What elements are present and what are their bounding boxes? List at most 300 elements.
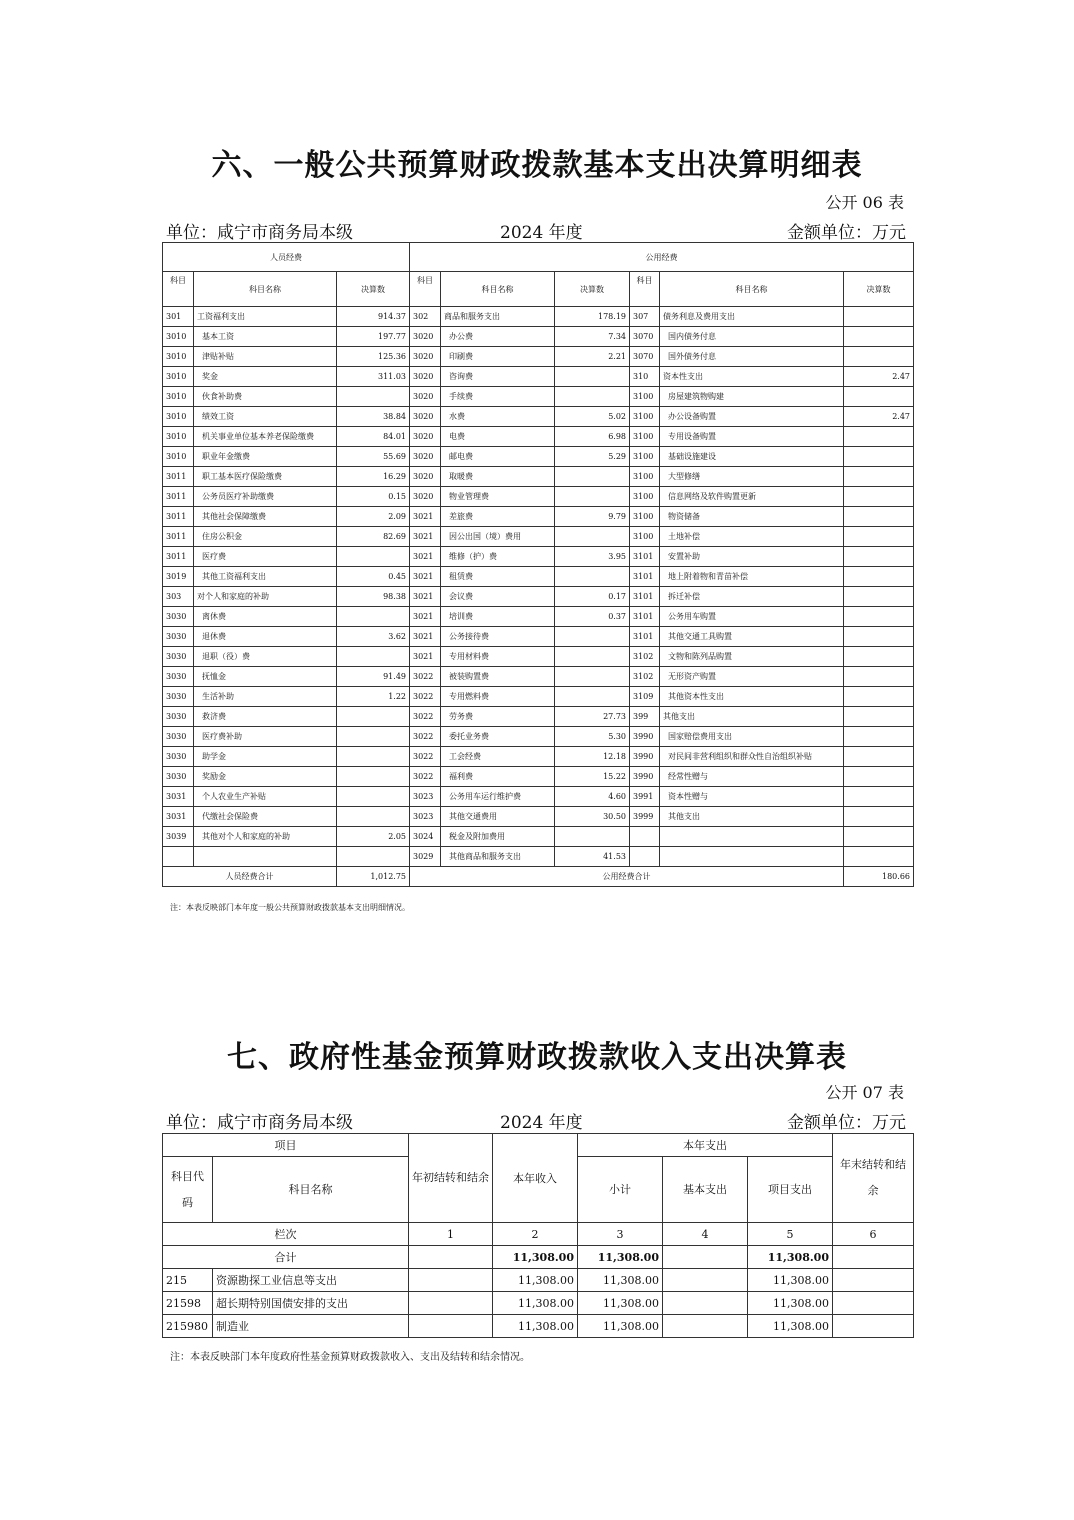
cell-amount bbox=[555, 687, 630, 707]
col-code-header: 科目 bbox=[163, 272, 194, 307]
cell-amount bbox=[844, 507, 914, 527]
cell-code: 3010 bbox=[163, 427, 194, 447]
cell-amount bbox=[844, 827, 914, 847]
cell-code: 3100 bbox=[630, 427, 660, 447]
cell-amount: 82.69 bbox=[337, 527, 410, 547]
cell-amount: 15.22 bbox=[555, 767, 630, 787]
cell-code: 3020 bbox=[410, 407, 441, 427]
cell-code: 3100 bbox=[630, 407, 660, 427]
table-row bbox=[163, 847, 914, 867]
cell-code: 3011 bbox=[163, 487, 194, 507]
cell-name: 取暖费 bbox=[441, 467, 555, 487]
cell-name: 办公设备购置 bbox=[660, 407, 844, 427]
cell-code: 3030 bbox=[163, 667, 194, 687]
cell-name: 劳务费 bbox=[441, 707, 555, 727]
cell-amount: 0.37 bbox=[555, 607, 630, 627]
cell-amount bbox=[555, 527, 630, 547]
cell-name bbox=[660, 847, 844, 867]
cell-code: 3030 bbox=[163, 627, 194, 647]
cell-name: 职工基本医疗保险缴费 bbox=[194, 467, 337, 487]
cell-amount bbox=[555, 667, 630, 687]
cell-amount: 38.84 bbox=[337, 407, 410, 427]
cell-code: 3019 bbox=[163, 567, 194, 587]
table-row bbox=[163, 527, 914, 547]
cell-amount bbox=[555, 627, 630, 647]
cell-code: 3102 bbox=[630, 667, 660, 687]
table-row bbox=[163, 687, 914, 707]
cell-name: 被装购置费 bbox=[441, 667, 555, 687]
cell-code: 3031 bbox=[163, 787, 194, 807]
cell-name: 助学金 bbox=[194, 747, 337, 767]
cell-name: 文物和陈列品购置 bbox=[660, 647, 844, 667]
table-row bbox=[163, 727, 914, 747]
cell-code: 3101 bbox=[630, 627, 660, 647]
cell-name: 其他交通费用 bbox=[441, 807, 555, 827]
cell-name: 资源勘探工业信息等支出 bbox=[213, 1269, 409, 1292]
cell-name: 拆迁补偿 bbox=[660, 587, 844, 607]
cell-code: 3022 bbox=[410, 667, 441, 687]
fund-table-body bbox=[163, 1269, 914, 1338]
cell-code: 3022 bbox=[410, 687, 441, 707]
cell-code: 3990 bbox=[630, 747, 660, 767]
cell-name: 公务用车运行维护费 bbox=[441, 787, 555, 807]
cell-amount: 2.05 bbox=[337, 827, 410, 847]
table-row bbox=[163, 827, 914, 847]
col-name-header: 科目名称 bbox=[194, 272, 337, 307]
table-row bbox=[163, 347, 914, 367]
cell-name: 制造业 bbox=[213, 1315, 409, 1338]
cell-code: 3011 bbox=[163, 507, 194, 527]
cell-code: 3021 bbox=[410, 627, 441, 647]
cell-code: 3030 bbox=[163, 727, 194, 747]
cell-code: 307 bbox=[630, 307, 660, 327]
cell-code: 3030 bbox=[163, 747, 194, 767]
cell-code: 3020 bbox=[410, 387, 441, 407]
cell-name: 伙食补助费 bbox=[194, 387, 337, 407]
cell-name: 地上附着物和青苗补偿 bbox=[660, 567, 844, 587]
section7-money-unit: 金额单位：万元 bbox=[787, 1113, 906, 1133]
cell-name: 无形资产购置 bbox=[660, 667, 844, 687]
cell-project: 11,308.00 bbox=[748, 1315, 833, 1338]
cell-code: 21598 bbox=[163, 1292, 213, 1315]
cell-name: 抚恤金 bbox=[194, 667, 337, 687]
cell-code: 3010 bbox=[163, 367, 194, 387]
cell-name bbox=[194, 847, 337, 867]
cell-amount bbox=[844, 787, 914, 807]
cell-code: 3030 bbox=[163, 647, 194, 667]
basic-expenditure-table bbox=[162, 242, 914, 887]
cell-income: 11,308.00 bbox=[493, 1315, 578, 1338]
cell-amount: 5.30 bbox=[555, 727, 630, 747]
cell-name: 经常性赠与 bbox=[660, 767, 844, 787]
cell-name: 工资福利支出 bbox=[194, 307, 337, 327]
section6-unit: 单位：咸宁市商务局本级 bbox=[166, 223, 353, 243]
cell-code: 3011 bbox=[163, 527, 194, 547]
cell-amount: 178.19 bbox=[555, 307, 630, 327]
cell-code: 303 bbox=[163, 587, 194, 607]
cell-amount bbox=[844, 307, 914, 327]
cell-code: 3101 bbox=[630, 607, 660, 627]
cell-name: 租赁费 bbox=[441, 567, 555, 587]
cell-amount bbox=[844, 667, 914, 687]
col-code-header: 科目 bbox=[630, 272, 660, 307]
section7-note: 注：本表反映部门本年度政府性基金预算财政拨款收入、支出及结转和结余情况。 bbox=[170, 1352, 530, 1363]
cell-name: 职业年金缴费 bbox=[194, 447, 337, 467]
col-amount-header: 决算数 bbox=[555, 272, 630, 307]
table-row bbox=[163, 1292, 914, 1315]
cell-code bbox=[163, 847, 194, 867]
cell-name: 专用材料费 bbox=[441, 647, 555, 667]
table-row bbox=[163, 707, 914, 727]
cell-amount bbox=[844, 727, 914, 747]
cell-code: 3010 bbox=[163, 407, 194, 427]
cell-amount bbox=[337, 747, 410, 767]
cell-name: 福利费 bbox=[441, 767, 555, 787]
cell-name: 奖金 bbox=[194, 367, 337, 387]
cell-name: 其他商品和服务支出 bbox=[441, 847, 555, 867]
cell-amount bbox=[555, 387, 630, 407]
cell-name: 电费 bbox=[441, 427, 555, 447]
cell-code: 3021 bbox=[410, 607, 441, 627]
section6-note: 注：本表反映部门本年度一般公共预算财政拨款基本支出明细情况。 bbox=[170, 903, 410, 912]
table-row bbox=[163, 367, 914, 387]
cell-code: 3021 bbox=[410, 547, 441, 567]
cell-code: 3010 bbox=[163, 447, 194, 467]
cell-amount: 12.18 bbox=[555, 747, 630, 767]
cell-code: 3021 bbox=[410, 647, 441, 667]
cell-code: 3023 bbox=[410, 807, 441, 827]
cell-amount: 5.02 bbox=[555, 407, 630, 427]
cell-code: 3022 bbox=[410, 747, 441, 767]
cell-name: 安置补助 bbox=[660, 547, 844, 567]
cell-name: 资本性赠与 bbox=[660, 787, 844, 807]
total-end bbox=[833, 1246, 914, 1269]
cell-code: 3100 bbox=[630, 487, 660, 507]
cell-code: 3031 bbox=[163, 807, 194, 827]
cell-amount bbox=[844, 567, 914, 587]
cell-end bbox=[833, 1315, 914, 1338]
cell-amount: 2.47 bbox=[844, 407, 914, 427]
cell-amount bbox=[844, 587, 914, 607]
cell-name: 债务利息及费用支出 bbox=[660, 307, 844, 327]
cell-amount bbox=[337, 727, 410, 747]
cell-name: 对个人和家庭的补助 bbox=[194, 587, 337, 607]
cell-amount bbox=[844, 607, 914, 627]
col-code-header: 科目 bbox=[410, 272, 441, 307]
cell-amount bbox=[555, 827, 630, 847]
cell-code: 3024 bbox=[410, 827, 441, 847]
cell-code: 3100 bbox=[630, 467, 660, 487]
cell-amount bbox=[337, 767, 410, 787]
cell-name: 差旅费 bbox=[441, 507, 555, 527]
personnel-total-label: 人员经费合计 bbox=[163, 867, 337, 887]
cell-amount bbox=[555, 467, 630, 487]
cell-name: 其他交通工具购置 bbox=[660, 627, 844, 647]
cell-code: 3030 bbox=[163, 687, 194, 707]
cell-amount: 16.29 bbox=[337, 467, 410, 487]
table-row bbox=[163, 647, 914, 667]
cell-name: 因公出国（境）费用 bbox=[441, 527, 555, 547]
cell-name: 基本工资 bbox=[194, 327, 337, 347]
cell-income: 11,308.00 bbox=[493, 1292, 578, 1315]
cell-code: 3101 bbox=[630, 547, 660, 567]
cell-amount bbox=[844, 687, 914, 707]
personnel-header: 人员经费 bbox=[163, 243, 410, 272]
cell-name: 房屋建筑物购建 bbox=[660, 387, 844, 407]
total-income: 11,308.00 bbox=[493, 1246, 578, 1269]
total-begin bbox=[409, 1246, 493, 1269]
table-row bbox=[163, 447, 914, 467]
section6-money-unit: 金额单位：万元 bbox=[787, 223, 906, 243]
cell-amount: 0.15 bbox=[337, 487, 410, 507]
cell-project: 11,308.00 bbox=[748, 1269, 833, 1292]
cell-amount: 311.03 bbox=[337, 367, 410, 387]
cell-amount: 5.29 bbox=[555, 447, 630, 467]
cell-code: 3021 bbox=[410, 527, 441, 547]
cell-code: 3030 bbox=[163, 607, 194, 627]
cell-income: 11,308.00 bbox=[493, 1269, 578, 1292]
cell-amount bbox=[844, 487, 914, 507]
cell-amount bbox=[844, 627, 914, 647]
cell-amount bbox=[337, 807, 410, 827]
table-row bbox=[163, 1269, 914, 1292]
cell-amount: 27.73 bbox=[555, 707, 630, 727]
cell-code: 3022 bbox=[410, 767, 441, 787]
cell-code: 3010 bbox=[163, 347, 194, 367]
cell-code bbox=[630, 827, 660, 847]
cell-name: 公务员医疗补助缴费 bbox=[194, 487, 337, 507]
cell-basic bbox=[663, 1292, 748, 1315]
cell-name: 其他支出 bbox=[660, 807, 844, 827]
header-row-group bbox=[163, 243, 914, 272]
cell-amount bbox=[337, 607, 410, 627]
section7-table-code: 公开 07 表 bbox=[825, 1083, 904, 1102]
cell-name: 机关事业单位基本养老保险缴费 bbox=[194, 427, 337, 447]
cell-name: 手续费 bbox=[441, 387, 555, 407]
cell-name: 其他工资福利支出 bbox=[194, 567, 337, 587]
public-header: 公用经费 bbox=[410, 243, 914, 272]
cell-code: 3011 bbox=[163, 547, 194, 567]
cell-amount: 91.49 bbox=[337, 667, 410, 687]
cell-amount bbox=[844, 327, 914, 347]
cell-amount: 2.47 bbox=[844, 367, 914, 387]
cell-name: 大型修缮 bbox=[660, 467, 844, 487]
code-header: 科目代码 bbox=[163, 1157, 213, 1223]
cell-project: 11,308.00 bbox=[748, 1292, 833, 1315]
cell-code: 3023 bbox=[410, 787, 441, 807]
cell-amount: 30.50 bbox=[555, 807, 630, 827]
income-header: 本年收入 bbox=[493, 1134, 578, 1223]
cell-amount bbox=[844, 347, 914, 367]
cell-name: 维修（护）费 bbox=[441, 547, 555, 567]
col-number: 5 bbox=[748, 1223, 833, 1246]
expense-header: 本年支出 bbox=[578, 1134, 833, 1157]
cell-code: 399 bbox=[630, 707, 660, 727]
cell-amount: 2.09 bbox=[337, 507, 410, 527]
public-total-value: 180.66 bbox=[844, 867, 914, 887]
cell-amount bbox=[844, 527, 914, 547]
cell-name: 土地补偿 bbox=[660, 527, 844, 547]
cell-code: 3021 bbox=[410, 507, 441, 527]
table-row bbox=[163, 507, 914, 527]
cell-code: 3021 bbox=[410, 587, 441, 607]
cell-subtotal: 11,308.00 bbox=[578, 1292, 663, 1315]
cell-end bbox=[833, 1269, 914, 1292]
table-row bbox=[163, 387, 914, 407]
cell-amount bbox=[844, 447, 914, 467]
cell-name: 委托业务费 bbox=[441, 727, 555, 747]
total-subtotal: 11,308.00 bbox=[578, 1246, 663, 1269]
cell-name: 公务用车购置 bbox=[660, 607, 844, 627]
cell-begin bbox=[409, 1315, 493, 1338]
table-row bbox=[163, 487, 914, 507]
cell-code: 3010 bbox=[163, 327, 194, 347]
cell-code: 310 bbox=[630, 367, 660, 387]
cell-code: 3100 bbox=[630, 447, 660, 467]
personnel-total-value: 1,012.75 bbox=[337, 867, 410, 887]
cell-name: 基础设施建设 bbox=[660, 447, 844, 467]
cell-code: 3102 bbox=[630, 647, 660, 667]
cell-code: 3020 bbox=[410, 367, 441, 387]
col-label: 栏次 bbox=[163, 1223, 409, 1246]
cell-amount bbox=[337, 707, 410, 727]
cell-amount: 7.34 bbox=[555, 327, 630, 347]
cell-name: 对民间非营利组织和群众性自治组织补贴 bbox=[660, 747, 844, 767]
cell-name: 生活补助 bbox=[194, 687, 337, 707]
cell-amount: 0.17 bbox=[555, 587, 630, 607]
cell-code: 3070 bbox=[630, 347, 660, 367]
cell-name: 印刷费 bbox=[441, 347, 555, 367]
table-row bbox=[163, 427, 914, 447]
cell-code: 3101 bbox=[630, 587, 660, 607]
table-row bbox=[163, 627, 914, 647]
cell-amount bbox=[555, 487, 630, 507]
cell-name: 超长期特别国债安排的支出 bbox=[213, 1292, 409, 1315]
cell-amount: 9.79 bbox=[555, 507, 630, 527]
cell-code: 3990 bbox=[630, 767, 660, 787]
cell-code: 302 bbox=[410, 307, 441, 327]
cell-amount bbox=[844, 467, 914, 487]
cell-name: 其他社会保障缴费 bbox=[194, 507, 337, 527]
cell-amount bbox=[844, 547, 914, 567]
table-row bbox=[163, 467, 914, 487]
col-number: 4 bbox=[663, 1223, 748, 1246]
cell-code: 3999 bbox=[630, 807, 660, 827]
table-row bbox=[163, 567, 914, 587]
cell-amount: 6.98 bbox=[555, 427, 630, 447]
cell-code: 3010 bbox=[163, 387, 194, 407]
cell-code: 3020 bbox=[410, 467, 441, 487]
cell-name: 国内债务付息 bbox=[660, 327, 844, 347]
cell-amount: 197.77 bbox=[337, 327, 410, 347]
cell-name: 其他对个人和家庭的补助 bbox=[194, 827, 337, 847]
col-number: 6 bbox=[833, 1223, 914, 1246]
total-basic bbox=[663, 1246, 748, 1269]
table-row bbox=[163, 327, 914, 347]
cell-name: 国家赔偿费用支出 bbox=[660, 727, 844, 747]
cell-code: 3022 bbox=[410, 727, 441, 747]
cell-code: 3991 bbox=[630, 787, 660, 807]
cell-name: 会议费 bbox=[441, 587, 555, 607]
table-row bbox=[163, 607, 914, 627]
cell-amount: 3.62 bbox=[337, 627, 410, 647]
cell-amount: 125.36 bbox=[337, 347, 410, 367]
table-row bbox=[163, 787, 914, 807]
cell-amount bbox=[337, 647, 410, 667]
cell-name: 税金及附加费用 bbox=[441, 827, 555, 847]
section7-title: 七、政府性基金预算财政拨款收入支出决算表 bbox=[227, 1040, 847, 1075]
cell-name: 专用设备购置 bbox=[660, 427, 844, 447]
cell-name bbox=[660, 827, 844, 847]
subtotal-header: 小计 bbox=[578, 1157, 663, 1223]
total-label: 合计 bbox=[163, 1246, 409, 1269]
cell-code: 301 bbox=[163, 307, 194, 327]
column-number-row bbox=[163, 1223, 914, 1246]
section7-year: 2024 年度 bbox=[500, 1113, 583, 1133]
cell-code: 3100 bbox=[630, 387, 660, 407]
col-amount-header: 决算数 bbox=[337, 272, 410, 307]
cell-code: 3029 bbox=[410, 847, 441, 867]
cell-name: 物业管理费 bbox=[441, 487, 555, 507]
cell-code: 3020 bbox=[410, 447, 441, 467]
cell-amount bbox=[844, 427, 914, 447]
col-number: 3 bbox=[578, 1223, 663, 1246]
cell-name: 住房公积金 bbox=[194, 527, 337, 547]
table-row bbox=[163, 1315, 914, 1338]
cell-code: 3039 bbox=[163, 827, 194, 847]
cell-amount: 3.95 bbox=[555, 547, 630, 567]
cell-code: 3030 bbox=[163, 707, 194, 727]
cell-amount: 41.53 bbox=[555, 847, 630, 867]
cell-name: 培训费 bbox=[441, 607, 555, 627]
cell-amount: 98.38 bbox=[337, 587, 410, 607]
cell-name: 奖励金 bbox=[194, 767, 337, 787]
cell-subtotal: 11,308.00 bbox=[578, 1315, 663, 1338]
cell-name: 水费 bbox=[441, 407, 555, 427]
cell-amount bbox=[337, 387, 410, 407]
cell-code: 3070 bbox=[630, 327, 660, 347]
cell-name: 信息网络及软件购置更新 bbox=[660, 487, 844, 507]
cell-name: 退职（役）费 bbox=[194, 647, 337, 667]
table-row bbox=[163, 587, 914, 607]
basic-expense-header: 基本支出 bbox=[663, 1157, 748, 1223]
cell-subtotal: 11,308.00 bbox=[578, 1269, 663, 1292]
cell-amount bbox=[337, 547, 410, 567]
cell-name: 离休费 bbox=[194, 607, 337, 627]
cell-end bbox=[833, 1292, 914, 1315]
cell-code: 3021 bbox=[410, 567, 441, 587]
table-row bbox=[163, 807, 914, 827]
cell-amount: 1.22 bbox=[337, 687, 410, 707]
table-row bbox=[163, 547, 914, 567]
cell-code: 215980 bbox=[163, 1315, 213, 1338]
cell-amount bbox=[555, 567, 630, 587]
col-name-header: 科目名称 bbox=[441, 272, 555, 307]
cell-amount: 4.60 bbox=[555, 787, 630, 807]
cell-code: 3011 bbox=[163, 467, 194, 487]
cell-name: 办公费 bbox=[441, 327, 555, 347]
cell-name: 救济费 bbox=[194, 707, 337, 727]
total-row bbox=[163, 867, 914, 887]
cell-code: 3022 bbox=[410, 707, 441, 727]
cell-amount bbox=[844, 707, 914, 727]
cell-code: 3020 bbox=[410, 347, 441, 367]
cell-code: 3030 bbox=[163, 767, 194, 787]
cell-amount bbox=[844, 647, 914, 667]
cell-code: 3990 bbox=[630, 727, 660, 747]
cell-name: 个人农业生产补贴 bbox=[194, 787, 337, 807]
cell-name: 专用燃料费 bbox=[441, 687, 555, 707]
